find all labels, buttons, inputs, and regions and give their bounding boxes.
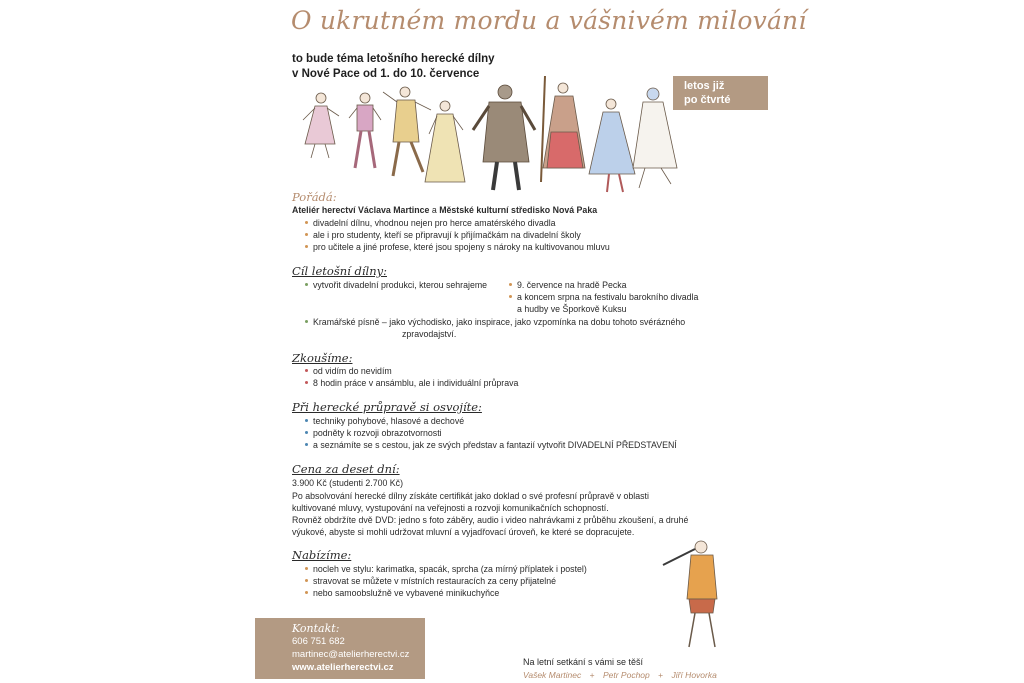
learn-item-2: podněty k rozvoji obrazotvornosti [305,428,442,438]
price-line-1: 3.900 Kč (studenti 2.700 Kč) [292,478,404,488]
rehearse-heading: Zkoušíme: [292,351,353,365]
goal-performance-2: a koncem srpna na festivalu barokního divadla [509,292,698,302]
organizer-name-a: Ateliér herectví Václava Martince [292,205,430,215]
organizer-item-3: pro učitele a jiné profese, které jsou spojeny s nároky na kultivovanou mluvu [305,242,610,252]
contact-email[interactable]: martinec@atelierherectvi.cz [292,649,410,660]
badge-line-2: po čtvrté [684,94,731,106]
figure-5 [473,85,535,190]
offer-item-2: stravovat se můžete v místních restauracích za ceny přijatelné [305,576,556,586]
organizer-name-b: Městské kulturní středisko Nová Paka [439,205,598,215]
figure-3 [383,87,431,176]
organizer-names [292,205,597,215]
figure-7 [589,99,635,192]
organizer-item-1: divadelní dílnu, vhodnou nejen pro herce amatérského divadla [305,218,556,228]
goal-item-1: vytvořit divadelní produkci, kterou sehrajeme [305,280,487,290]
goal-heading: Cíl letošní dílny: [292,264,387,278]
footer-separator-1: + [589,670,595,680]
footer-names [523,670,717,680]
goal-item-2: Kramářské písně – jako východisko, jako inspirace, jako vzpomínka na dobu tohoto svérázného [305,317,685,327]
contact-phone: 606 751 682 [292,636,345,647]
rehearse-item-1: od vidím do nevidím [305,366,392,376]
figure-4 [425,101,465,182]
goal-performance-2-cont: a hudby ve Šporkově Kuksu [517,304,627,314]
goal-performance-1: 9. července na hradě Pecka [509,280,627,290]
price-line-2: Po absolvování herecké dílny získáte certifikát jako doklad o své profesní průpravě v oblasti [292,491,649,501]
learn-item-1: techniky pohybové, hlasové a dechové [305,416,464,426]
figure-8 [633,88,677,188]
offer-heading: Nabízíme: [292,548,352,562]
dancing-figures-illustration [293,72,693,197]
poster [255,0,807,683]
organizer-heading: Pořádá: [292,190,337,204]
footer-name-2: Petr Pochop [602,670,650,680]
organizer-item-2: ale i pro studenty, kteří se připravují k přijímačkám na divadelní školy [305,230,581,240]
learn-item-3: a seznámíte se s cestou, jak ze svých představ a fantazií vytvořit DIVADELNÍ PŘEDSTAVENÍ [305,440,677,450]
footer-name-3: Jiří Hovorka [671,670,717,680]
figure-6 [541,76,585,182]
figure-2 [349,93,381,168]
subtitle-line-1: to bude téma letošního herecké dílny [292,53,495,65]
footer-name-1: Vašek Martinec [523,670,582,680]
badge-line-1: letos již [684,80,725,92]
rehearse-item-2: 8 hodin práce v ansámblu, ale i individuální průprava [305,378,518,388]
organizer-and: a [429,205,440,215]
learn-heading: Při herecké průpravě si osvojíte: [292,400,482,414]
price-line-5: výukové, abyste si mohli udržovat mluvní a vyjadřovací úroveň, ke které se dopracujete. [292,527,635,537]
price-heading: Cena za deset dní: [292,462,400,476]
goal-item-2-cont: zpravodajství. [402,329,457,339]
offer-item-1: nocleh ve stylu: karimatka, spacák, sprcha (za mírný příplatek i postel) [305,564,587,574]
contact-box [255,618,425,679]
piper-illustration [655,535,735,655]
price-line-3: kultivované mluvy, vystupování na veřejnosti a rozvoji komunikačních schopností. [292,503,609,513]
contact-website[interactable]: www.atelierherectvi.cz [292,662,394,673]
footer-intro: Na letní setkání s vámi se těší [523,657,644,667]
subtitle-line-2: v Nové Pace od 1. do 10. července [292,68,480,80]
figure-1 [303,93,339,158]
offer-item-3: nebo samoobslužně ve vybavené minikuchyňce [305,588,499,598]
contact-heading: Kontakt: [292,622,340,635]
price-line-4: Rovněž obdržíte dvě DVD: jedno s foto záběry, audio i video nahrávkami z průběhu zkoušení, a druhé [292,515,689,525]
footer-separator-2: + [658,670,664,680]
poster-title: O ukrutném mordu a vášnivém milování [291,6,807,35]
